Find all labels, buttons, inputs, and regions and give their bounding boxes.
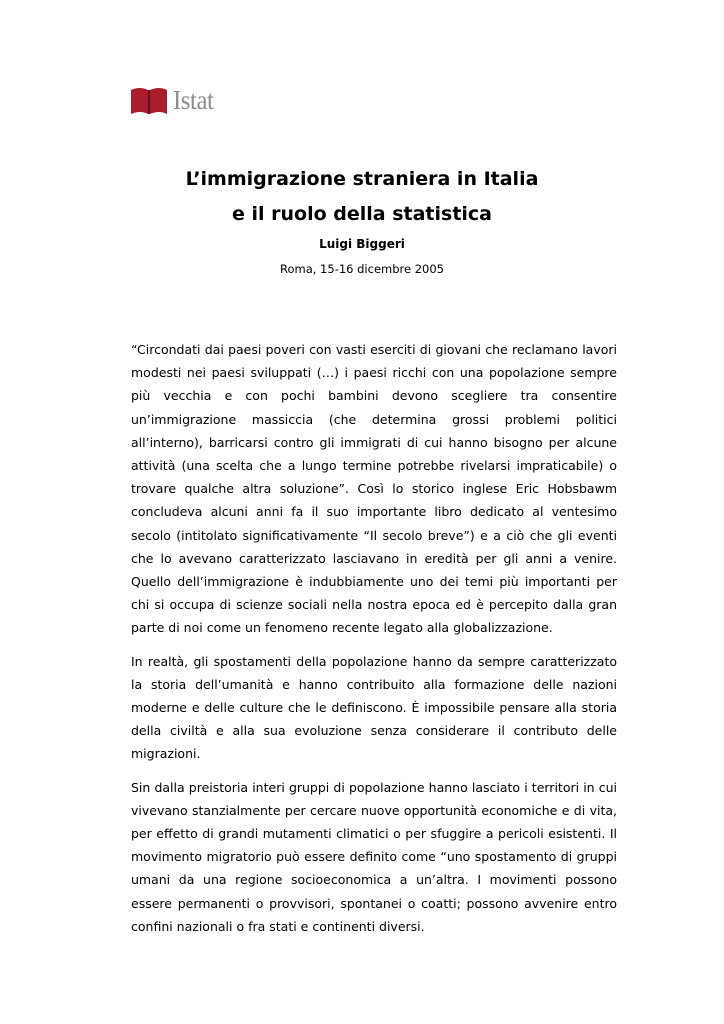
paragraph: In realtà, gli spostamenti della popolazione hanno da sempre caratterizzato la storia dell’umanità e hanno contribuito alla formazione delle nazioni moderne e delle culture che le definiscono. È impossibile pensare alla storia della civiltà e alla sua evoluzione senza considerare il contributo delle migrazioni. bbox=[131, 653, 617, 762]
istat-logo-mark bbox=[131, 86, 169, 114]
document-title-line-1: L’immigrazione straniera in Italia bbox=[185, 168, 539, 190]
logo-wordmark: Istat bbox=[173, 85, 214, 115]
document-date: Roma, 15-16 dicembre 2005 bbox=[279, 262, 444, 276]
paragraph: Sin dalla preistoria interi gruppi di popolazione hanno lasciato i territori in cui vivevano stanzialmente per cercare nuove opportunità economiche e di vita, per effetto di grandi mutamenti climatici o per sfuggire a pericoli esistenti. Il movimento migratorio può essere definito come “uno spostamento di gruppi umani da una regione socioeconomica a un’altra. I movimenti possono essere permanenti o provvisori, spontanei o coatti; possono avvenire entro confini nazionali o fra stati e continenti diversi. bbox=[131, 779, 617, 934]
istat-logo bbox=[131, 84, 217, 114]
document-author: Luigi Biggeri bbox=[319, 237, 405, 251]
paragraph: “Circondati dai paesi poveri con vasti eserciti di giovani che reclamano lavori modesti nei paesi sviluppati (…) i paesi ricchi con una popolazione sempre più vecchia e con pochi bambini devono scegliere tra consentire un’immigrazione massiccia (che determina grossi problemi politici all’interno), barricarsi contro gli immigrati di cui hanno bisogno per alcune attività (una scelta che a lungo termine potrebbe rivelarsi impraticabile) o trovare qualche altra soluzione”. Così lo storico inglese Eric Hobsbawm concludeva alcuni anni fa il suo importante libro dedicato al ventesimo secolo (intitolato significativamente “Il secolo breve”) e a ciò che gli eventi che lo avevano caratterizzato lasciavano in eredità per gli anni a venire. Quello dell’immigrazione è indubbiamente uno dei temi più importanti per chi si occupa di scienze sociali nella nostra epoca ed è percepito dalla gran parte di noi come un fenomeno recente legato alla globalizzazione. bbox=[131, 342, 617, 636]
document-title-line-2: e il ruolo della statistica bbox=[231, 203, 493, 225]
document-body bbox=[131, 338, 617, 948]
